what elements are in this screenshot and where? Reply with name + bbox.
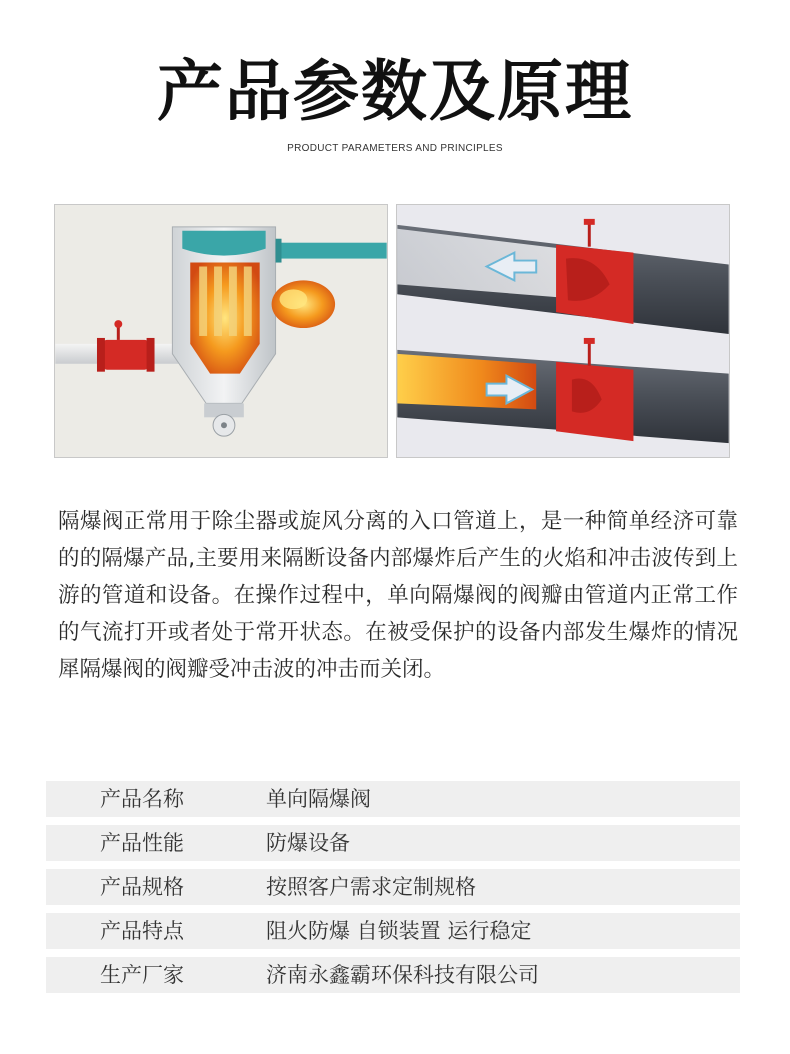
spec-value: 济南永鑫霸环保科技有限公司 xyxy=(266,963,539,987)
spec-value: 单向隔爆阀 xyxy=(266,787,371,811)
cyclone-illustration xyxy=(54,204,388,458)
page-subtitle: PRODUCT PARAMETERS AND PRINCIPLES xyxy=(287,143,503,154)
principle-description: 隔爆阀正常用于除尘器或旋风分离的入口管道上，是一种简单经济可靠的的隔爆产品,主要用来隔断设备内部爆炸后产生的火焰和冲击波传到上游的管道和设备。在操作过程中，单向隔爆阀的阀瓣由管道内正常工作的气流打开或者处于常开状态。在被受保护的设备内部发生爆炸的情况犀隔爆阀的阀瓣受冲击波的冲击而关闭。 xyxy=(58,509,738,682)
spec-label: 生产厂家 xyxy=(100,963,184,987)
spec-label: 产品规格 xyxy=(100,875,184,899)
spec-label: 产品性能 xyxy=(100,831,184,855)
spec-row-features xyxy=(46,913,740,949)
spec-value: 按照客户需求定制规格 xyxy=(266,875,476,899)
spec-value: 阻火防爆 自锁装置 运行稳定 xyxy=(266,919,532,943)
spec-row-specification xyxy=(46,869,740,905)
page-title: 产品参数及原理 xyxy=(157,53,633,130)
spec-row-name xyxy=(46,781,740,817)
spec-row-performance xyxy=(46,825,740,861)
spec-value: 防爆设备 xyxy=(266,831,350,855)
valve-operation-illustration xyxy=(396,204,730,458)
spec-row-manufacturer xyxy=(46,957,740,993)
spec-label: 产品名称 xyxy=(100,787,184,811)
spec-label: 产品特点 xyxy=(100,919,184,943)
